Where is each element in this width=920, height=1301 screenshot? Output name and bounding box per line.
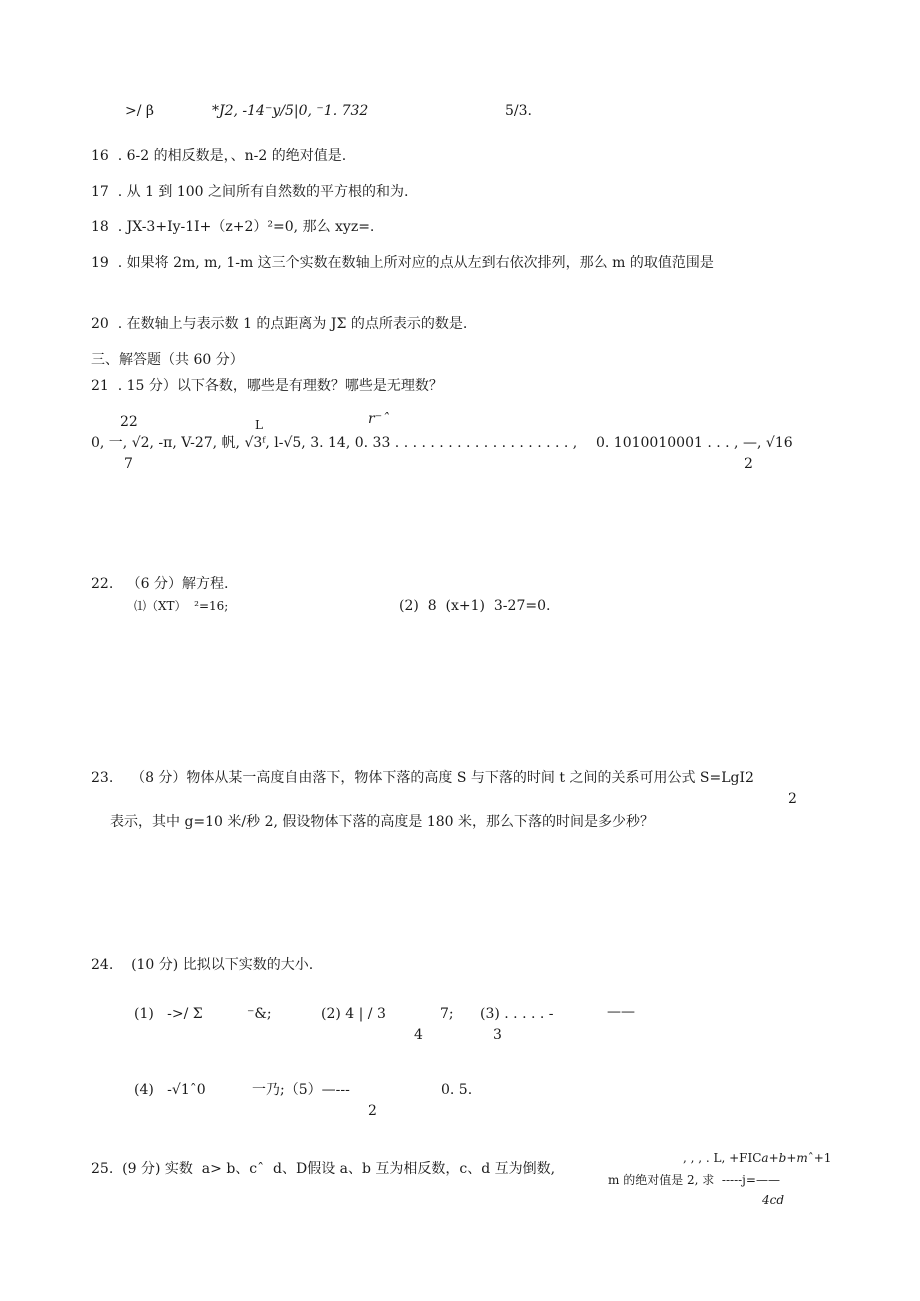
number-list: 0. 1010010001 . . . , <box>596 435 739 451</box>
fraction-denominator: 2 <box>368 1103 377 1119</box>
fraction-denominator: 2 <box>744 456 753 472</box>
number-list: 0, 一, √2, -π, V-27, 帆, √3ᶠ, l-√5, 3. 14, 0. 33 . . . . . . . . . . . . . . . . . . . . , <box>91 435 578 451</box>
comparison-5-tail: 0. 5. <box>441 1082 473 1098</box>
comparison-1-tail: ⁻&; <box>247 1006 272 1022</box>
fraction-numerator: 22 <box>120 414 138 430</box>
equation-1: ⑴（XT） ²=16; <box>134 599 229 613</box>
equation-fragment: >/ β <box>125 103 154 119</box>
question-23-line-1: 23. （8 分）物体从某一高度自由落下，物体下落的高度 S 与下落的时间 t 之间的关系可用公式 S=LgI2 <box>91 770 754 786</box>
number-list: *J2, -14⁻y/5|0, ⁻1. 732 <box>212 103 369 119</box>
fraction-denominator: 4cd <box>762 1193 785 1207</box>
question-23-line-2: 表示，其中 g=10 米/秒 2, 假设物体下落的高度是 180 米，那么下落的时间是多少秒？ <box>110 814 655 830</box>
fraction-denominator: 7 <box>124 456 133 472</box>
formula-prefix: , , , . L, +FIC <box>683 1151 762 1165</box>
formula-suffix: ˆ+1 <box>807 1151 832 1165</box>
fraction-denominator: 3 <box>493 1027 502 1043</box>
question-25-stem: 25. (9 分) 实数 a> b、cˆ d、D假设 a、b 互为相反数，c、d 互为倒数, <box>91 1161 556 1177</box>
question-18: 18 . JX-3+Iy-1I+（z+2）²=0, 那么 xyz=. <box>91 219 375 235</box>
section-heading: 三、解答题（共 60 分） <box>91 352 244 368</box>
fraction-denominator: 2 <box>788 791 797 807</box>
fraction-denominator: 4 <box>414 1027 423 1043</box>
question-20: 20 . 在数轴上与表示数 1 的点距离为 JΣ 的点所表示的数是. <box>91 316 468 332</box>
equation-2: (2) 8 (x+1) 3-27=0. <box>399 598 551 614</box>
comparison-3-tail: —— <box>607 1004 635 1020</box>
number-fragment: 5/3. <box>505 103 532 119</box>
comparison-5: 一乃;（5）—--- <box>252 1082 350 1098</box>
superscript-mark: L <box>255 418 263 432</box>
formula-fragment <box>683 1152 831 1164</box>
question-17: 17 . 从 1 到 100 之间所有自然数的平方根的和为. <box>91 184 409 200</box>
comparison-2: (2) 4 | / 3 <box>321 1006 386 1022</box>
question-21-stem: 21 . 15 分）以下各数，哪些是有理数？哪些是无理数？ <box>91 378 443 394</box>
question-24-stem: 24. (10 分) 比拟以下实数的大小. <box>91 957 314 973</box>
comparison-1: (1) ->/ Σ <box>134 1006 203 1022</box>
comparison-4: (4) -√1ˆ0 <box>134 1082 206 1098</box>
number-list: —, √16 <box>743 435 793 451</box>
question-22-stem: 22. （6 分）解方程. <box>91 576 229 592</box>
comparison-3: (3) . . . . . - <box>480 1006 554 1022</box>
comparison-2-tail: 7; <box>440 1006 454 1022</box>
question-19: 19 . 如果将 2m, m, 1-m 这三个实数在数轴上所对应的点从左到右依次排列，那么 m 的取值范围是 <box>91 255 714 271</box>
formula-italic: a+b+m <box>761 1151 808 1165</box>
question-16: 16 . 6-2 的相反数是，、n-2 的绝对值是. <box>91 148 347 164</box>
superscript-mark: r⁻ˆ <box>368 411 390 427</box>
question-25-tail: m 的绝对值是 2, 求 -----j=—— <box>608 1173 780 1187</box>
